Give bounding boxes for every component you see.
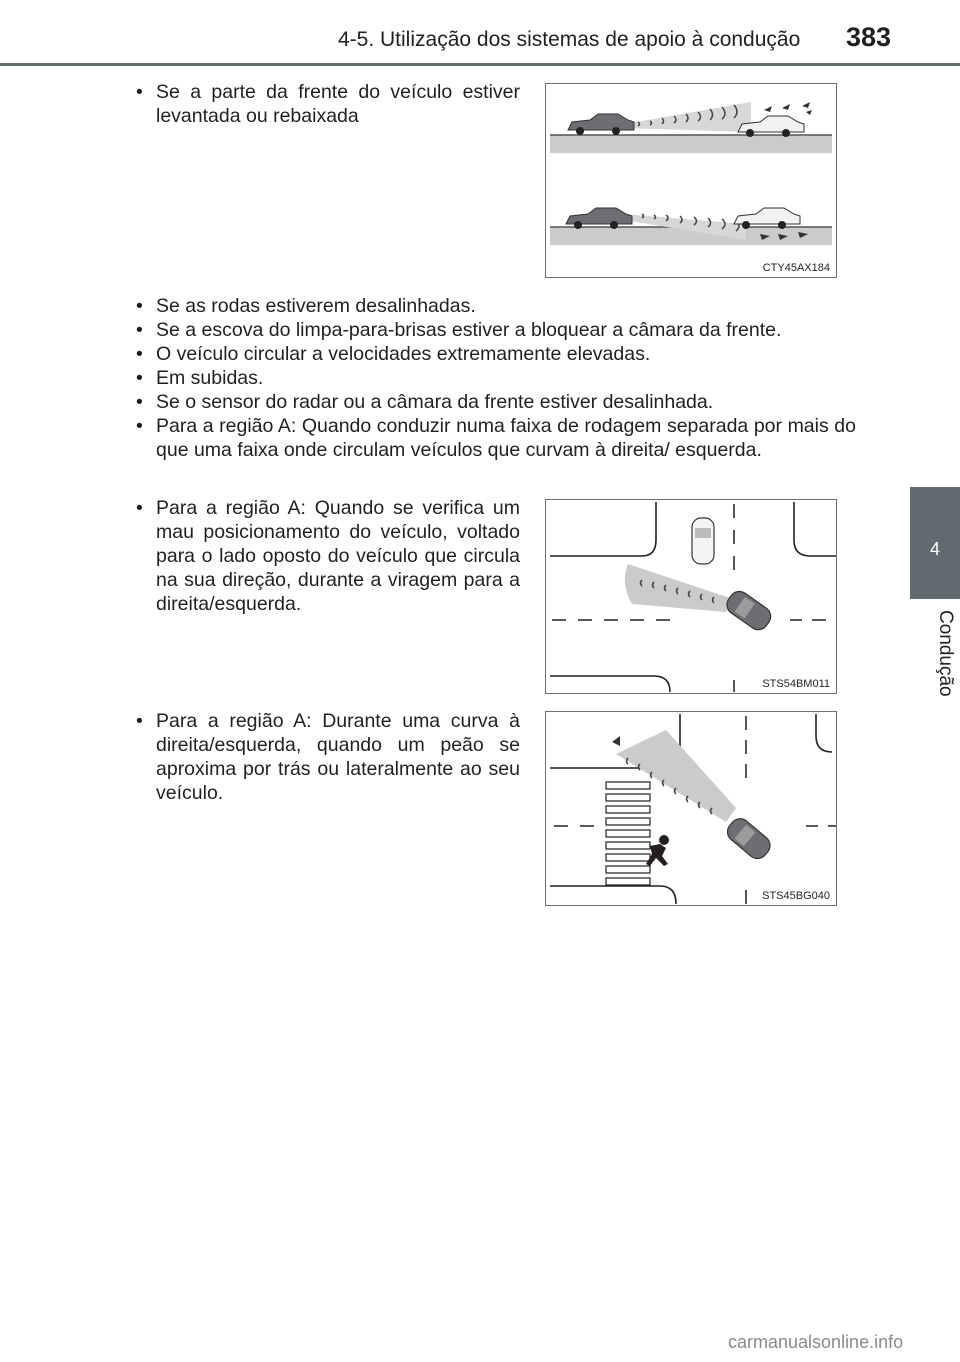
- figure-drawing: [546, 712, 838, 907]
- bullet-text: • Se as rodas estiverem desalinhadas.: [132, 294, 856, 318]
- figure-pedestrian-crossing: [545, 711, 837, 906]
- chapter-label: Condução: [935, 610, 956, 697]
- section-title: 4-5. Utilização dos sistemas de apoio à condução: [338, 28, 801, 51]
- watermark: carmanualsonline.info: [728, 1332, 904, 1352]
- figure-misaligned-vehicle: [545, 499, 837, 694]
- figure-drawing: [546, 500, 838, 695]
- figure-code: CTY45AX184: [762, 262, 830, 274]
- page-number: 383: [846, 22, 892, 52]
- figure-code: STS45BG040: [762, 890, 830, 902]
- bullet-text: • Para a região A: Quando se verifica um mau posicionamento do veículo, voltado para o lado oposto do veículo que circula na sua direção, durante a viragem para a direita/esquerda.: [132, 496, 520, 616]
- bullet-text: • Em subidas.: [132, 366, 856, 390]
- bullet-text: • O veículo circular a velocidades extremamente elevadas.: [132, 342, 856, 366]
- chapter-tab[interactable]: [910, 487, 960, 599]
- bullet-text: • Para a região A: Durante uma curva à direita/esquerda, quando um peão se aproxima por trás ou lateralmente ao seu veículo.: [132, 709, 520, 805]
- bullet-text: • Se o sensor do radar ou a câmara da frente estiver desalinhada.: [132, 390, 856, 414]
- chapter-number: 4: [929, 539, 940, 559]
- figure-drawing: [546, 84, 838, 279]
- bullet-text: • Se a parte da frente do veículo estiver levantada ou rebaixada: [132, 80, 520, 128]
- bullet-text: • Para a região A: Quando conduzir numa faixa de rodagem separada por mais do que uma faixa onde circulam veículos que curvam à direita/ esquerda.: [132, 414, 856, 462]
- bullet-text: • Se a escova do limpa-para-brisas estiver a bloquear a câmara da frente.: [132, 318, 856, 342]
- header-rule: [0, 63, 960, 66]
- figure-raised-lowered-vehicle: [545, 83, 837, 278]
- figure-code: STS54BM011: [762, 678, 830, 690]
